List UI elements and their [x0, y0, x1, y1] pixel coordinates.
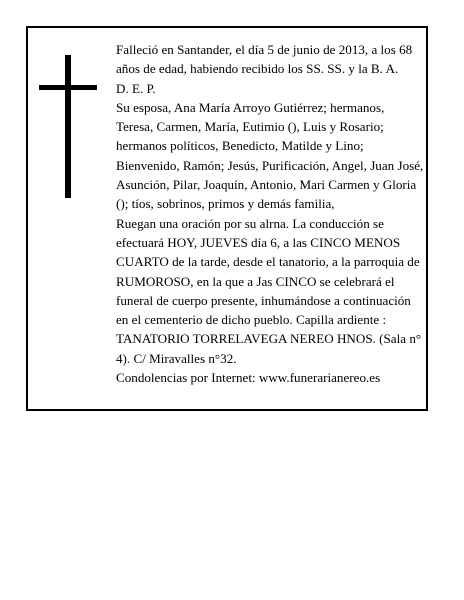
obituary-notice	[26, 26, 428, 411]
family-list: Su esposa, Ana María Arroyo Gutiérrez; hermanos, Teresa, Carmen, María, Eutimio (), Luis y Rosario; hermanos políticos, Benedicto, Matilde y Lino; Bienvenido, Ramón; Jesús, Purificación, Angel, Juan José, Asunción, Pilar, Joaquín, Antonio, Mari Carmen y Gloria (); tíos, sobrinos, primos y demás familia,	[116, 99, 424, 212]
cross-horizontal-bar	[39, 85, 97, 90]
obituary-text	[116, 40, 424, 387]
death-announcement: Falleció en Santander, el día 5 de junio de 2013, a los 68 años de edad, habiendo recibido los SS. SS. y la B. A.	[116, 42, 413, 77]
cross-vertical-bar	[65, 55, 71, 198]
funeral-details: Ruegan una oración por su alrna. La conducción se efectuará HOY, JUEVES día 6, a las CINCO MENOS CUARTO de la tarde, desde el tanatorio, a la parroquia de RUMOROSO, en la que a Jas CINCO se celebrará el funeral de cuerpo presente, inhumándose a continuación en el cementerio de dicho pueblo. Capilla ardiente : TANATORIO TORRELAVEGA NEREO HNOS. (Sala n° 4). C/ Miravalles n°32.	[116, 215, 422, 366]
condolences-line: Condolencias por Internet: www.funerarianereo.es	[116, 370, 381, 386]
rip-abbreviation: D. E. P.	[116, 80, 156, 96]
latin-cross-icon	[39, 55, 97, 198]
